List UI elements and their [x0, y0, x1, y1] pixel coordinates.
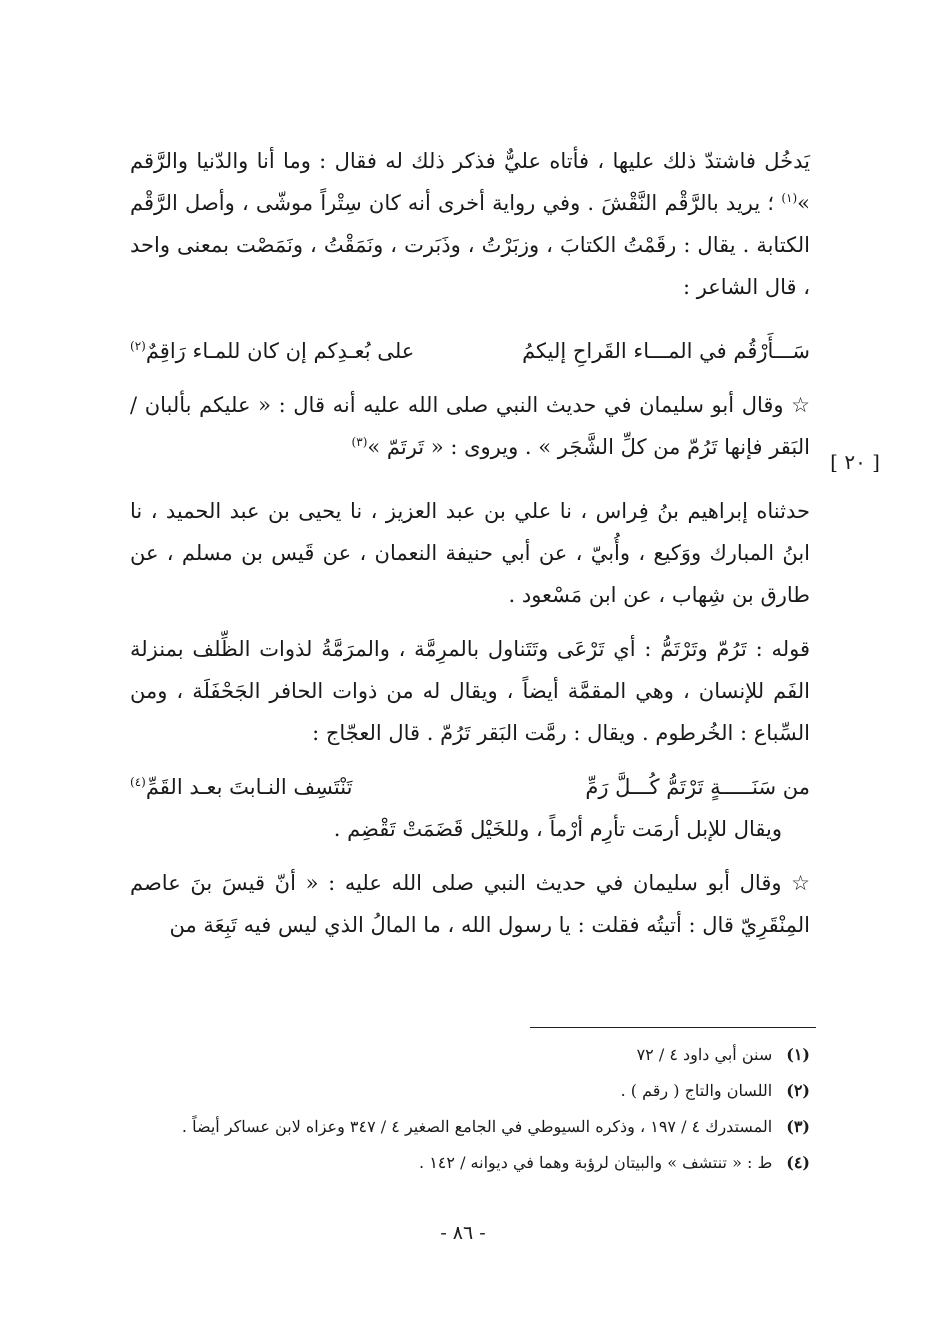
footnote-text: سنن أبي داود ٤ / ٧٢ [636, 1045, 773, 1064]
verse-1-second-hemistich-wrap [130, 330, 414, 372]
paragraph-3: حدثناه إبراهيم بنُ فِراس ، نا علي بن عبد العزيز ، نا يحيى بن عبد الحميد ، نا ابنُ المبارك ووَكيع ، وأُبيّ ، عن أبي حنيفة النعمان ، عن قَيس بن مسلم ، عن طارق بن شِهاب ، عن ابن مَسْعود . [130, 499, 810, 607]
footnote-ref-4: (٤) [130, 775, 146, 789]
verse-2 [130, 766, 810, 808]
footnote-number: (١) [786, 1045, 810, 1064]
footnote-ref-3: (٣) [351, 435, 368, 449]
main-text [130, 140, 810, 946]
verse-1-second-hemistich: على بُعـدِكم إن كان للمـاء رَاقِمٌ [145, 339, 415, 363]
page-number: - ٨٦ - [440, 1222, 486, 1244]
footnote-ref-1: (١) [781, 191, 798, 205]
footnote-text: المستدرك ٤ / ١٩٧ ، وذكره السيوطي في الجامع الصغير ٤ / ٣٤٧ وعزاه لابن عساكر أيضاً . [181, 1117, 773, 1136]
verse-1 [130, 330, 810, 372]
paragraph-6: ☆ وقال أبو سليمان في حديث النبي صلى الله عليه : « أنّ قيسَ بنَ عاصم المِنْقَرِيّ قال : أتيتُه فقلت : يا رسول الله ، ما المالُ الذي ليس فيه تَبِعَة من [130, 871, 810, 937]
margin-page-marker: [ ٢٠ ] [830, 450, 880, 474]
footnote-divider [530, 1027, 816, 1028]
paragraph-1-continuation: ؛ يريد بالرَّقْم النَّقْشَ . وفي رواية أخرى أنه كان سِتْراً موشّى ، وأصل الرَّقْم الكتابة . يقال : رقَمْتُ الكتابَ ، وزبَرْتُ ، وذَبَرت ، ونَمَقْتُ ، ونَمَصْت بمعنى واحد ، قال الشاعر : [130, 191, 810, 299]
paragraph-4: قوله : تَرُمّ وتَرْتَمُّ : أي تَرْعَى وتَتَناول بالمرِمَّة ، والمرَمَّةُ لذوات الظِّلف بمنزلة الفَم للإنسان ، وهي المقمَّة أيضاً ، ويقال له من ذوات الحافر الجَحْفَلَة ، ومن السِّباع : الخُرطوم . ويقال : رمَّت البَقر تَرُمّ . قال العجّاج : [130, 637, 810, 745]
footnote-number: (٣) [786, 1117, 810, 1136]
footnote-number: (٤) [786, 1153, 810, 1172]
verse-1-first-hemistich: سَـــأَرْقُم في المـــاء القَراحِ إليكمُ [522, 339, 810, 363]
footnote-1 [130, 1040, 810, 1070]
footnote-2 [130, 1076, 810, 1106]
footnote-text: ط : « تنتشف » والبيتان لرؤبة وهما في ديوانه / ١٤٢ . [419, 1153, 773, 1172]
verse-2-second-hemistich: تَنْتَسِف النـابتَ بعـد القَمِّ [145, 775, 353, 799]
paragraph-2-text: ☆ وقال أبو سليمان في حديث النبي صلى الله عليه أنه قال : « عليكم بألبان / البَقر فإنها تَرُمّ من كلِّ الشَّجَر » . ويروى : « تَرتَمّ » [130, 393, 810, 459]
footnote-3 [130, 1112, 810, 1142]
paragraph-5: ويقال للإبل أرمَت تأرِم أرْماً ، وللخَيْل قَضَمَتْ تَقْضِم . [333, 817, 782, 841]
footnotes [130, 1040, 810, 1184]
paragraph-1 [130, 140, 810, 308]
verse-2-first-hemistich: من سَنَـــــةٍ تَرْتَمُّ كُـــلَّ رَمِّ [585, 775, 810, 799]
footnote-4 [130, 1148, 810, 1178]
paragraph-2 [130, 384, 810, 468]
verse-2-second-hemistich-wrap [130, 766, 352, 808]
footnote-text: اللسان والتاج ( رقم ) . [620, 1081, 773, 1100]
footnote-number: (٢) [786, 1081, 810, 1100]
footnote-ref-2: (٢) [130, 339, 146, 353]
paragraph-1-text: يَدخُل فاشتدّ ذلك عليها ، فأتاه عليٌّ فذكر ذلك له فقال : وما أنا والدّنيا والرَّقم » [130, 149, 810, 215]
